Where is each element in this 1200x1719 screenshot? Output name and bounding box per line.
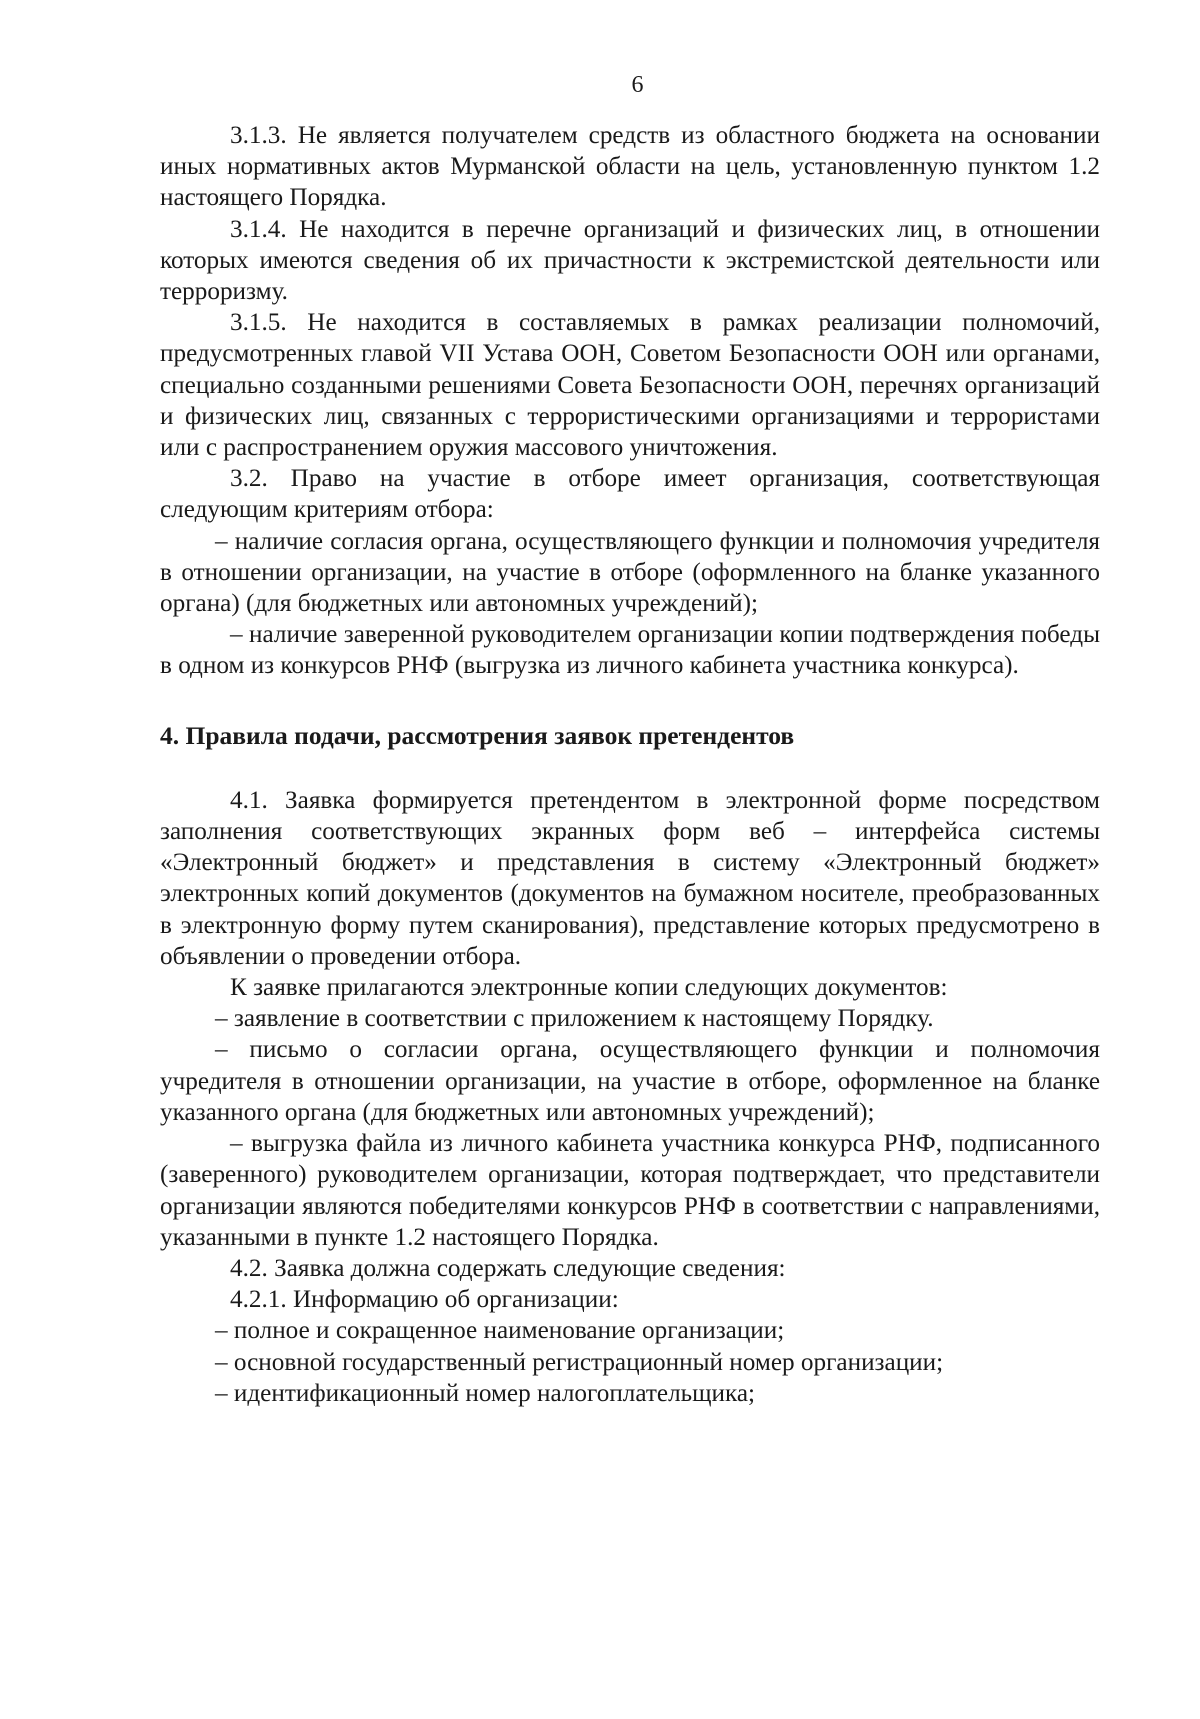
criterion-consent: – наличие согласия органа, осуществляющего функции и полномочия учредителя в отношении организации, на участие в отборе (оформленного на бланке указанного органа) (для бюджетных или автономных учреждений); <box>160 527 1100 618</box>
paragraph-4-2-1: 4.2.1. Информацию об организации: <box>230 1286 619 1314</box>
attachment-consent-letter: – письмо о согласии органа, осуществляющего функции и полномочия учредителя в отношении организации, на участие в отборе, оформленное на бланке указанного органа (для бюджетных или автономных учреждений); <box>160 1036 1100 1126</box>
criterion-certified-copy: – наличие заверенной руководителем организации копии подтверждения победы в одном из конкурсов РНФ (выгрузка из личного кабинета участника конкурса). <box>160 621 1100 680</box>
paragraph-3-1-5: 3.1.5. Не находится в составляемых в рамках реализации полномочий, предусмотренных главой VII Устава ООН, Советом Безопасности ООН или органами, специально созданными решениями Совета Безопасности ООН, перечнях организаций и физических лиц, связанных с террористическими организациями и террористами или с распространением оружия массового уничтожения. <box>160 309 1100 462</box>
paragraph-4-2: 4.2. Заявка должна содержать следующие сведения: <box>230 1254 786 1282</box>
document-body <box>160 120 1100 1409</box>
paragraph-3-2: 3.2. Право на участие в отборе имеет организация, соответствующая следующим критериям отбора: <box>160 465 1100 524</box>
paragraph-3-1-3: 3.1.3. Не является получателем средств из областного бюджета на основании иных нормативных актов Мурманской области на цель, установленную пунктом 1.2 настоящего Порядка. <box>160 122 1100 212</box>
paragraph-4-1: 4.1. Заявка формируется претендентом в электронной форме посредством заполнения соответствующих экранных форм веб – интерфейса системы «Электронный бюджет» и представления в систему «Электронный бюджет» электронных копий документов (документов на бумажном носителе, преобразованных в электронную форму путем сканирования), представление которых предусмотрено в объявлении о проведении отбора. <box>160 786 1100 970</box>
page-number: 6 <box>631 72 644 98</box>
org-inn-item: – идентификационный номер налогоплательщика; <box>215 1379 756 1407</box>
paragraph-3-1-4: 3.1.4. Не находится в перечне организаций и физических лиц, в отношении которых имеются сведения об их причастности к экстремистской деятельности или терроризму. <box>160 215 1100 306</box>
attachment-application: – заявление в соответствии с приложением к настоящему Порядку. <box>215 1005 934 1033</box>
org-ogrn-item: – основной государственный регистрационный номер организации; <box>215 1348 944 1376</box>
section-heading: 4. Правила подачи, рассмотрения заявок претендентов <box>160 720 795 750</box>
org-name-item: – полное и сокращенное наименование организации; <box>215 1317 785 1345</box>
attachment-rnf-export: – выгрузка файла из личного кабинета участника конкурса РНФ, подписанного (заверенного) руководителем организации, которая подтверждает, что представители организации являются победителями конкурсов РНФ в соответствии с направлениями, указанными в пункте 1.2 настоящего Порядка. <box>160 1130 1100 1251</box>
attachments-intro: К заявке прилагаются электронные копии следующих документов: <box>230 974 948 1002</box>
